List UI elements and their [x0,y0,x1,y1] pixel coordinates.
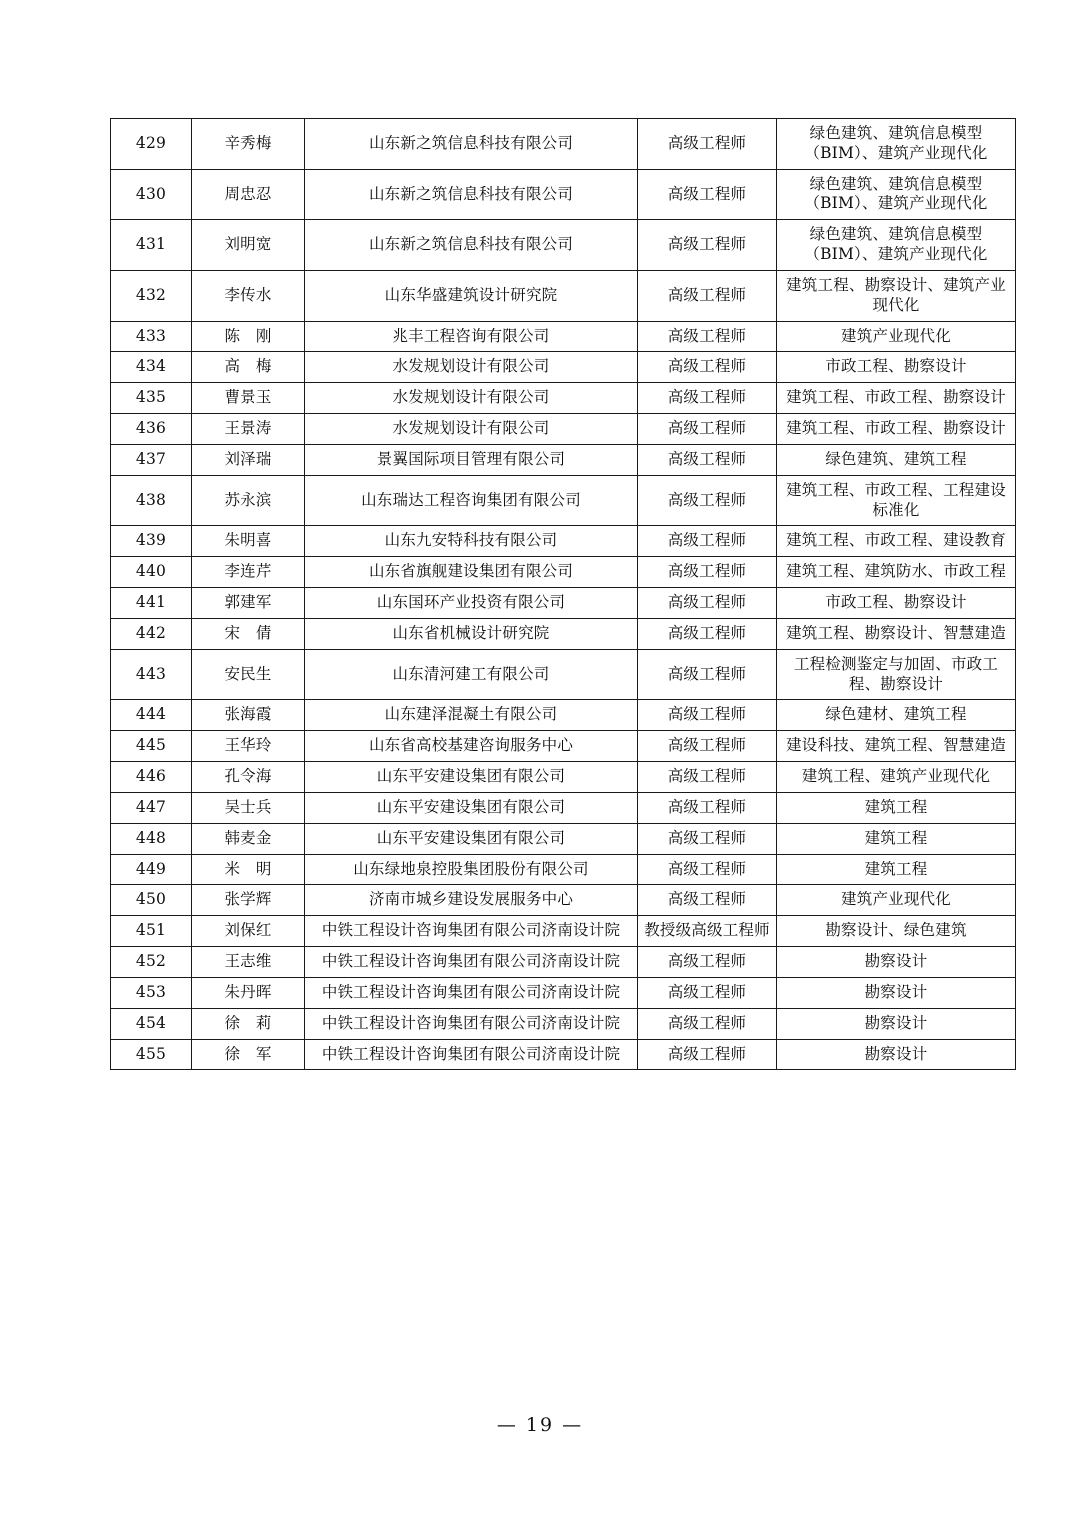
cell-specialty-field: 工程检测鉴定与加固、市政工程、勘察设计 [777,649,1016,700]
cell-serial-number: 451 [111,916,192,947]
cell-organization: 山东瑞达工程咨询集团有限公司 [305,475,638,526]
cell-professional-title: 高级工程师 [638,618,777,649]
table-row [111,731,1016,762]
cell-professional-title: 高级工程师 [638,270,777,321]
cell-serial-number: 430 [111,169,192,220]
cell-specialty-field: 绿色建筑、建筑信息模型（BIM）、建筑产业现代化 [777,220,1016,271]
cell-specialty-field: 建筑产业现代化 [777,885,1016,916]
cell-organization: 中铁工程设计咨询集团有限公司济南设计院 [305,1008,638,1039]
cell-person-name: 张学辉 [192,885,305,916]
page-number: — 19 — [496,1414,584,1436]
cell-professional-title: 高级工程师 [638,220,777,271]
cell-specialty-field: 绿色建筑、建筑信息模型（BIM）、建筑产业现代化 [777,169,1016,220]
cell-person-name: 韩麦金 [192,823,305,854]
cell-person-name: 徐 军 [192,1039,305,1070]
cell-organization: 山东九安特科技有限公司 [305,526,638,557]
cell-professional-title: 高级工程师 [638,885,777,916]
table-row [111,321,1016,352]
table-row [111,526,1016,557]
cell-professional-title: 教授级高级工程师 [638,916,777,947]
cell-professional-title: 高级工程师 [638,321,777,352]
table-row [111,352,1016,383]
cell-organization: 中铁工程设计咨询集团有限公司济南设计院 [305,1039,638,1070]
cell-serial-number: 438 [111,475,192,526]
cell-person-name: 刘泽瑞 [192,444,305,475]
cell-professional-title: 高级工程师 [638,1008,777,1039]
cell-organization: 山东绿地泉控股集团股份有限公司 [305,854,638,885]
cell-specialty-field: 市政工程、勘察设计 [777,352,1016,383]
cell-serial-number: 435 [111,383,192,414]
cell-serial-number: 455 [111,1039,192,1070]
cell-specialty-field: 勘察设计 [777,1039,1016,1070]
table-row [111,588,1016,619]
cell-professional-title: 高级工程师 [638,588,777,619]
cell-professional-title: 高级工程师 [638,444,777,475]
cell-organization: 景翼国际项目管理有限公司 [305,444,638,475]
cell-organization: 山东建泽混凝土有限公司 [305,700,638,731]
cell-serial-number: 450 [111,885,192,916]
table-row [111,762,1016,793]
cell-specialty-field: 建筑工程、市政工程、勘察设计 [777,383,1016,414]
cell-serial-number: 442 [111,618,192,649]
cell-person-name: 苏永滨 [192,475,305,526]
cell-specialty-field: 建设科技、建筑工程、智慧建造 [777,731,1016,762]
cell-organization: 水发规划设计有限公司 [305,352,638,383]
table-row [111,169,1016,220]
cell-specialty-field: 勘察设计、绿色建筑 [777,916,1016,947]
table-row [111,649,1016,700]
cell-specialty-field: 建筑工程 [777,823,1016,854]
cell-specialty-field: 建筑工程、建筑产业现代化 [777,762,1016,793]
cell-professional-title: 高级工程师 [638,475,777,526]
cell-serial-number: 445 [111,731,192,762]
cell-organization: 中铁工程设计咨询集团有限公司济南设计院 [305,947,638,978]
table-row [111,220,1016,271]
table-row [111,444,1016,475]
cell-organization: 中铁工程设计咨询集团有限公司济南设计院 [305,916,638,947]
table-row [111,618,1016,649]
cell-serial-number: 429 [111,119,192,170]
cell-specialty-field: 建筑工程、勘察设计、建筑产业现代化 [777,270,1016,321]
cell-specialty-field: 勘察设计 [777,947,1016,978]
cell-specialty-field: 建筑产业现代化 [777,321,1016,352]
cell-person-name: 周忠忍 [192,169,305,220]
table-row [111,1039,1016,1070]
cell-person-name: 李传水 [192,270,305,321]
cell-serial-number: 434 [111,352,192,383]
cell-professional-title: 高级工程师 [638,792,777,823]
table-row [111,823,1016,854]
table-row [111,119,1016,170]
cell-person-name: 高 梅 [192,352,305,383]
cell-specialty-field: 绿色建筑、建筑工程 [777,444,1016,475]
cell-serial-number: 432 [111,270,192,321]
table-row [111,947,1016,978]
cell-person-name: 宋 倩 [192,618,305,649]
cell-organization: 水发规划设计有限公司 [305,414,638,445]
cell-professional-title: 高级工程师 [638,649,777,700]
cell-person-name: 安民生 [192,649,305,700]
table-row [111,270,1016,321]
cell-person-name: 陈 刚 [192,321,305,352]
table-row [111,854,1016,885]
cell-organization: 山东省机械设计研究院 [305,618,638,649]
table-row [111,557,1016,588]
cell-serial-number: 437 [111,444,192,475]
cell-specialty-field: 绿色建材、建筑工程 [777,700,1016,731]
cell-professional-title: 高级工程师 [638,731,777,762]
cell-professional-title: 高级工程师 [638,169,777,220]
cell-organization: 山东省高校基建咨询服务中心 [305,731,638,762]
cell-organization: 山东省旗舰建设集团有限公司 [305,557,638,588]
cell-organization: 山东新之筑信息科技有限公司 [305,119,638,170]
table-row [111,700,1016,731]
cell-person-name: 王华玲 [192,731,305,762]
cell-person-name: 孔令海 [192,762,305,793]
cell-serial-number: 444 [111,700,192,731]
cell-person-name: 郭建军 [192,588,305,619]
cell-person-name: 王志维 [192,947,305,978]
cell-person-name: 刘保红 [192,916,305,947]
cell-professional-title: 高级工程师 [638,977,777,1008]
cell-person-name: 曹景玉 [192,383,305,414]
cell-specialty-field: 建筑工程、市政工程、勘察设计 [777,414,1016,445]
cell-organization: 山东国环产业投资有限公司 [305,588,638,619]
roster-body [111,119,1016,1070]
table-row [111,916,1016,947]
cell-serial-number: 441 [111,588,192,619]
cell-specialty-field: 勘察设计 [777,1008,1016,1039]
cell-serial-number: 452 [111,947,192,978]
cell-professional-title: 高级工程师 [638,414,777,445]
cell-organization: 山东平安建设集团有限公司 [305,823,638,854]
cell-person-name: 张海霞 [192,700,305,731]
cell-professional-title: 高级工程师 [638,947,777,978]
cell-professional-title: 高级工程师 [638,383,777,414]
cell-specialty-field: 建筑工程 [777,792,1016,823]
cell-organization: 山东清河建工有限公司 [305,649,638,700]
cell-professional-title: 高级工程师 [638,352,777,383]
cell-person-name: 王景涛 [192,414,305,445]
cell-serial-number: 443 [111,649,192,700]
cell-person-name: 朱丹晖 [192,977,305,1008]
cell-organization: 山东华盛建筑设计研究院 [305,270,638,321]
cell-person-name: 李连芹 [192,557,305,588]
cell-specialty-field: 勘察设计 [777,977,1016,1008]
cell-serial-number: 446 [111,762,192,793]
cell-serial-number: 433 [111,321,192,352]
cell-professional-title: 高级工程师 [638,854,777,885]
cell-person-name: 米 明 [192,854,305,885]
cell-person-name: 吴士兵 [192,792,305,823]
cell-organization: 中铁工程设计咨询集团有限公司济南设计院 [305,977,638,1008]
table-row [111,475,1016,526]
cell-specialty-field: 建筑工程、市政工程、建设教育 [777,526,1016,557]
cell-person-name: 朱明喜 [192,526,305,557]
cell-organization: 山东平安建设集团有限公司 [305,762,638,793]
cell-organization: 山东新之筑信息科技有限公司 [305,220,638,271]
table-row [111,383,1016,414]
table-row [111,1008,1016,1039]
cell-organization: 山东新之筑信息科技有限公司 [305,169,638,220]
cell-serial-number: 439 [111,526,192,557]
cell-specialty-field: 建筑工程、勘察设计、智慧建造 [777,618,1016,649]
cell-professional-title: 高级工程师 [638,700,777,731]
cell-serial-number: 440 [111,557,192,588]
cell-serial-number: 454 [111,1008,192,1039]
table-row [111,885,1016,916]
table-row [111,414,1016,445]
cell-organization: 兆丰工程咨询有限公司 [305,321,638,352]
cell-serial-number: 448 [111,823,192,854]
table-row [111,977,1016,1008]
cell-specialty-field: 建筑工程、市政工程、工程建设标准化 [777,475,1016,526]
cell-specialty-field: 建筑工程、建筑防水、市政工程 [777,557,1016,588]
cell-serial-number: 447 [111,792,192,823]
cell-specialty-field: 市政工程、勘察设计 [777,588,1016,619]
cell-person-name: 刘明宽 [192,220,305,271]
cell-professional-title: 高级工程师 [638,1039,777,1070]
expert-roster-table [110,118,1016,1070]
cell-serial-number: 436 [111,414,192,445]
cell-serial-number: 449 [111,854,192,885]
cell-serial-number: 453 [111,977,192,1008]
cell-organization: 山东平安建设集团有限公司 [305,792,638,823]
cell-person-name: 辛秀梅 [192,119,305,170]
cell-professional-title: 高级工程师 [638,823,777,854]
cell-specialty-field: 建筑工程 [777,854,1016,885]
cell-specialty-field: 绿色建筑、建筑信息模型（BIM）、建筑产业现代化 [777,119,1016,170]
cell-professional-title: 高级工程师 [638,762,777,793]
cell-serial-number: 431 [111,220,192,271]
cell-organization: 水发规划设计有限公司 [305,383,638,414]
table-row [111,792,1016,823]
cell-professional-title: 高级工程师 [638,557,777,588]
cell-professional-title: 高级工程师 [638,119,777,170]
cell-professional-title: 高级工程师 [638,526,777,557]
cell-person-name: 徐 莉 [192,1008,305,1039]
cell-organization: 济南市城乡建设发展服务中心 [305,885,638,916]
